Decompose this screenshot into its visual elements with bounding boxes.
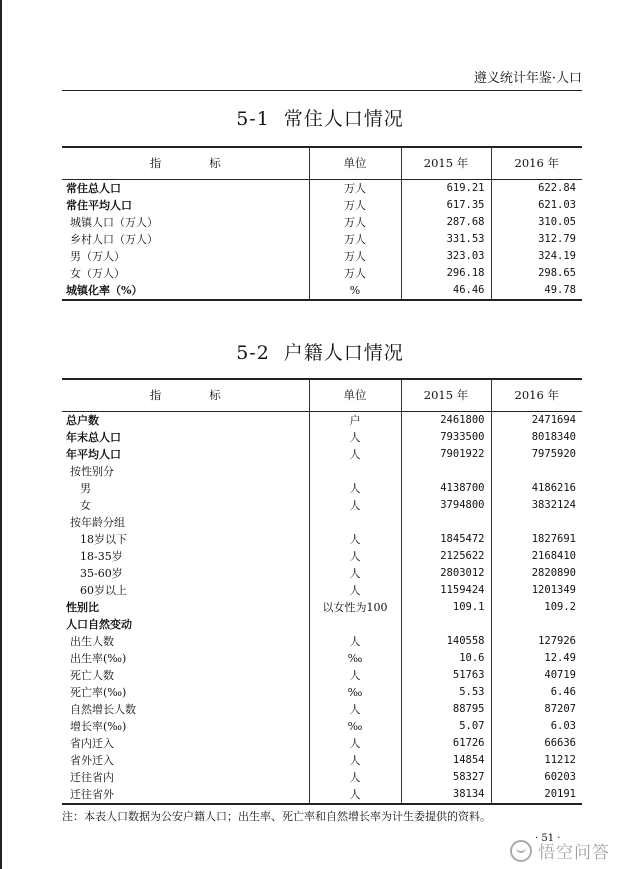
- value-2016: 60203: [491, 769, 582, 786]
- table-row: [62, 548, 582, 565]
- value-2015: 61726: [401, 735, 491, 752]
- row-unit: 以女性为100: [309, 599, 401, 616]
- row-unit: 人: [309, 548, 401, 565]
- value-2015: 5.07: [401, 718, 491, 735]
- table1-number: 5-1: [236, 108, 270, 130]
- row-unit: 人: [309, 497, 401, 514]
- value-2015: 2461800: [401, 411, 491, 429]
- row-label: 省外迁入: [70, 753, 114, 767]
- value-2015: 38134: [401, 786, 491, 804]
- row-label: 18岁以下: [80, 532, 127, 546]
- table2-title: 户籍人口情况: [283, 342, 404, 364]
- value-2015: 88795: [401, 701, 491, 718]
- value-2016: 310.05: [491, 214, 582, 231]
- row-unit: 人: [309, 667, 401, 684]
- row-unit: 人: [309, 701, 401, 718]
- row-label: 城镇人口（万人）: [70, 215, 158, 229]
- value-2016: 622.84: [491, 179, 582, 197]
- row-label: 常住平均人口: [66, 198, 132, 212]
- value-2015: 296.18: [401, 265, 491, 282]
- row-unit: 人: [309, 735, 401, 752]
- row-label: 性别比: [66, 600, 99, 614]
- value-2016: 7975920: [491, 446, 582, 463]
- running-header: 遵义统计年鉴·人口: [62, 67, 582, 91]
- table2-body: [62, 411, 582, 804]
- table-row: [62, 463, 582, 480]
- value-2016: 87207: [491, 701, 582, 718]
- value-2015: [401, 514, 491, 531]
- value-2015: 331.53: [401, 231, 491, 248]
- row-label: 出生人数: [70, 634, 114, 648]
- table-row: [62, 650, 582, 667]
- row-unit: 人: [309, 752, 401, 769]
- row-label: 省内迁入: [70, 736, 114, 750]
- value-2015: 7901922: [401, 446, 491, 463]
- table-row: [62, 514, 582, 531]
- row-label: 按年龄分组: [70, 515, 125, 529]
- row-unit: 人: [309, 633, 401, 650]
- table-row: [62, 769, 582, 786]
- col-2016-header: 2016 年: [491, 147, 582, 179]
- table2-number: 5-2: [236, 342, 270, 364]
- row-label: 增长率(‰): [70, 719, 127, 733]
- row-unit: ‰: [309, 650, 401, 667]
- row-label: 年平均人口: [66, 447, 121, 461]
- row-label: 男（万人）: [70, 249, 125, 263]
- table-row: [62, 497, 582, 514]
- table2-header-row: [62, 379, 582, 411]
- value-2015: 46.46: [401, 282, 491, 300]
- col-2016-header: 2016 年: [491, 379, 582, 411]
- table-row: [62, 718, 582, 735]
- value-2015: 5.53: [401, 684, 491, 701]
- value-2015: 14854: [401, 752, 491, 769]
- table-row: [62, 179, 582, 197]
- table-row: [62, 735, 582, 752]
- col-indicator-header: 指 标: [62, 379, 309, 411]
- col-2015-header: 2015 年: [401, 147, 491, 179]
- row-unit: ‰: [309, 718, 401, 735]
- value-2016: 1201349: [491, 582, 582, 599]
- watermark: [510, 838, 610, 863]
- table-row: [62, 701, 582, 718]
- table-footnote: 注：本表人口数据为公安户籍人口；出生率、死亡率和自然增长率为计生委提供的资料。: [62, 810, 491, 823]
- value-2016: 2820890: [491, 565, 582, 582]
- row-label: 60岁以上: [80, 583, 127, 597]
- row-label: 迁往省外: [62, 786, 309, 804]
- table-row: [62, 684, 582, 701]
- value-2016: 127926: [491, 633, 582, 650]
- table-row: [62, 667, 582, 684]
- page-number: · 51 ·: [535, 833, 561, 844]
- row-unit: 人: [309, 531, 401, 548]
- value-2016: 11212: [491, 752, 582, 769]
- table-row: [62, 411, 582, 429]
- row-label: 总户数: [66, 413, 99, 427]
- value-2016: 2471694: [491, 411, 582, 429]
- value-2015: 1159424: [401, 582, 491, 599]
- value-2016: 20191: [491, 786, 582, 804]
- row-unit: 人: [309, 786, 401, 804]
- value-2015: 3794800: [401, 497, 491, 514]
- col-2015-header: 2015 年: [401, 379, 491, 411]
- table-row: [62, 786, 582, 804]
- value-2016: 312.79: [491, 231, 582, 248]
- value-2016: 3832124: [491, 497, 582, 514]
- row-label: 迁往省内: [70, 770, 114, 784]
- value-2015: 619.21: [401, 179, 491, 197]
- table2: [62, 378, 582, 805]
- row-label: 女: [80, 498, 91, 512]
- row-unit: 人: [309, 769, 401, 786]
- table1-title: 常住人口情况: [283, 108, 404, 130]
- row-label: 死亡率(‰): [70, 685, 127, 699]
- value-2016: 324.19: [491, 248, 582, 265]
- row-unit: 人: [309, 429, 401, 446]
- row-unit: [309, 616, 401, 633]
- table-row: [62, 633, 582, 650]
- col-indicator-header: 指 标: [62, 147, 309, 179]
- value-2015: 2803012: [401, 565, 491, 582]
- table-row: [62, 248, 582, 265]
- value-2016: 621.03: [491, 197, 582, 214]
- row-unit: [309, 514, 401, 531]
- row-label: 35-60岁: [80, 566, 123, 580]
- row-label: 常住总人口: [66, 181, 121, 195]
- value-2016: 12.49: [491, 650, 582, 667]
- row-label: 按性别分: [70, 464, 114, 478]
- row-unit: 万人: [309, 231, 401, 248]
- value-2015: 140558: [401, 633, 491, 650]
- table-row: [62, 531, 582, 548]
- table1-body: [62, 179, 582, 300]
- table-row: [62, 282, 582, 300]
- row-label: 出生率(‰): [70, 651, 127, 665]
- value-2016: 6.03: [491, 718, 582, 735]
- row-label: 城镇化率（%）: [62, 282, 309, 300]
- table-row: [62, 752, 582, 769]
- value-2015: 323.03: [401, 248, 491, 265]
- table-row: [62, 616, 582, 633]
- table-row: [62, 565, 582, 582]
- value-2015: 7933500: [401, 429, 491, 446]
- row-unit: 万人: [309, 265, 401, 282]
- value-2015: 51763: [401, 667, 491, 684]
- table-row: [62, 265, 582, 282]
- value-2016: 8018340: [491, 429, 582, 446]
- row-unit: 万人: [309, 214, 401, 231]
- row-unit: 户: [309, 411, 401, 429]
- table1-header-row: [62, 147, 582, 179]
- value-2016: [491, 463, 582, 480]
- row-label: 男: [80, 481, 91, 495]
- row-label: 女（万人）: [70, 266, 125, 280]
- value-2015: 617.35: [401, 197, 491, 214]
- row-label: 乡村人口（万人）: [70, 232, 158, 246]
- value-2016: 2168410: [491, 548, 582, 565]
- value-2016: 66636: [491, 735, 582, 752]
- value-2015: 287.68: [401, 214, 491, 231]
- table1: [62, 146, 582, 301]
- watermark-logo-icon: [510, 840, 532, 862]
- row-unit: %: [309, 282, 401, 300]
- table-row: [62, 446, 582, 463]
- value-2016: 6.46: [491, 684, 582, 701]
- row-unit: 人: [309, 582, 401, 599]
- value-2016: 1827691: [491, 531, 582, 548]
- row-label: 自然增长人数: [70, 702, 136, 716]
- row-unit: 万人: [309, 248, 401, 265]
- table-row: [62, 480, 582, 497]
- table-row: [62, 599, 582, 616]
- table-row: [62, 197, 582, 214]
- value-2015: 109.1: [401, 599, 491, 616]
- table-row: [62, 231, 582, 248]
- value-2015: [401, 616, 491, 633]
- value-2015: [401, 463, 491, 480]
- col-unit-header: 单位: [309, 147, 401, 179]
- row-unit: ‰: [309, 684, 401, 701]
- row-unit: 万人: [309, 179, 401, 197]
- value-2016: 49.78: [491, 282, 582, 300]
- watermark-text: 悟空问答: [538, 843, 610, 863]
- value-2016: [491, 514, 582, 531]
- value-2016: 40719: [491, 667, 582, 684]
- value-2016: 109.2: [491, 599, 582, 616]
- value-2015: 1845472: [401, 531, 491, 548]
- row-label: 18-35岁: [80, 549, 123, 563]
- value-2016: 4186216: [491, 480, 582, 497]
- row-label: 人口自然变动: [66, 617, 132, 631]
- row-unit: 万人: [309, 197, 401, 214]
- row-unit: 人: [309, 446, 401, 463]
- row-unit: 人: [309, 565, 401, 582]
- table1-title-block: [0, 104, 640, 131]
- value-2015: 58327: [401, 769, 491, 786]
- value-2016: [491, 616, 582, 633]
- table-row: [62, 429, 582, 446]
- table2-title-block: [0, 338, 640, 365]
- row-label: 死亡人数: [70, 668, 114, 682]
- row-unit: [309, 463, 401, 480]
- value-2016: 298.65: [491, 265, 582, 282]
- row-label: 年末总人口: [66, 430, 121, 444]
- value-2015: 10.6: [401, 650, 491, 667]
- value-2015: 4138700: [401, 480, 491, 497]
- table-row: [62, 214, 582, 231]
- col-unit-header: 单位: [309, 379, 401, 411]
- value-2015: 2125622: [401, 548, 491, 565]
- row-unit: 人: [309, 480, 401, 497]
- table-row: [62, 582, 582, 599]
